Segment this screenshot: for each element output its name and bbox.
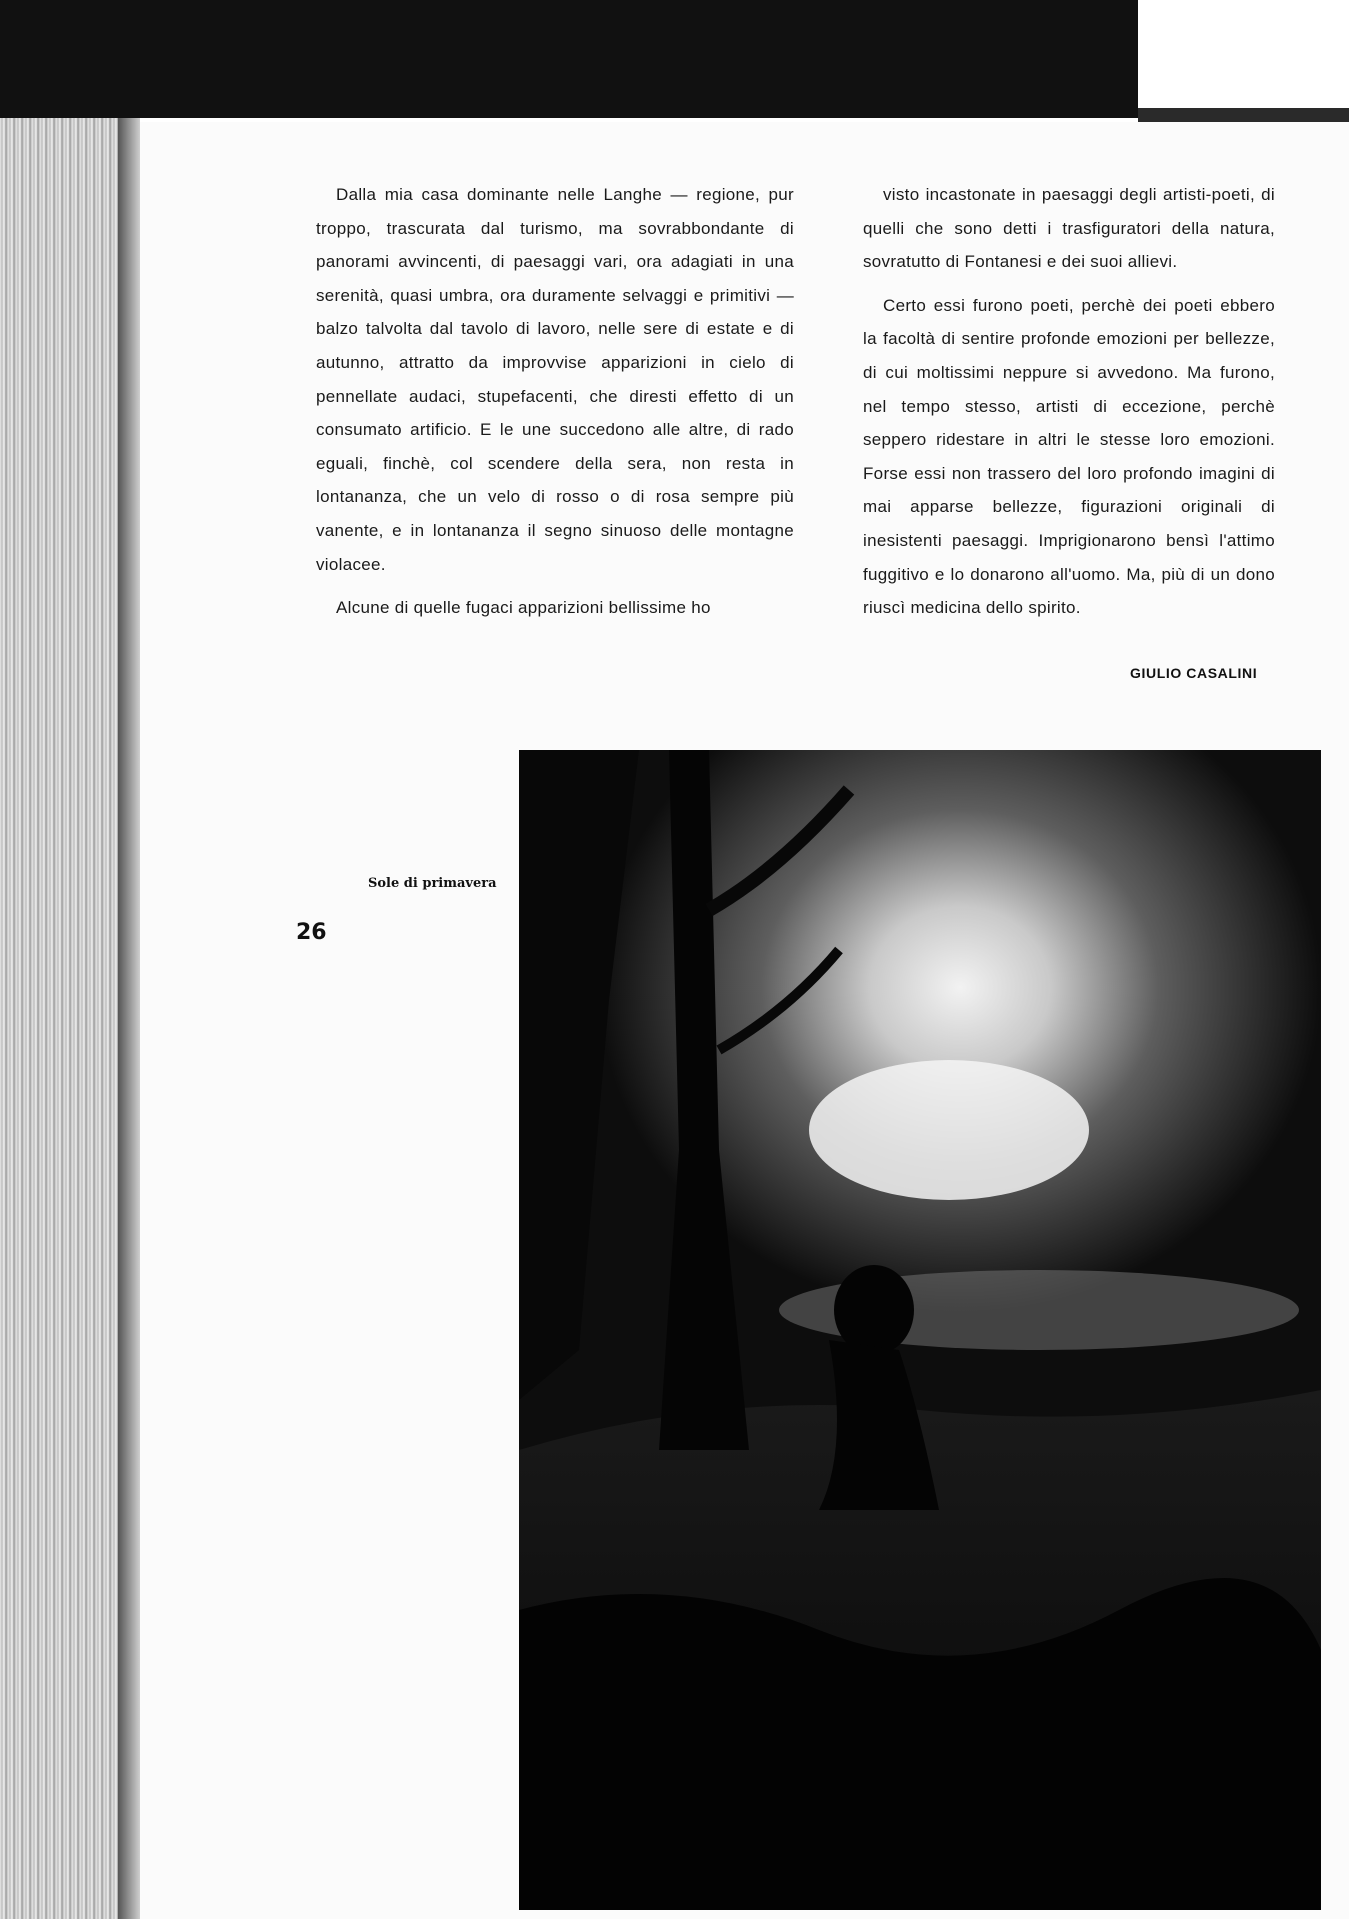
sun-cloud [809,1060,1089,1200]
page-number: 26 [296,920,327,945]
page-gutter-shadow [118,118,140,1919]
photo-illustration [519,750,1321,1910]
photograph-sole-di-primavera [519,750,1321,1910]
author-signature: GIULIO CASALINI [1130,665,1258,681]
left-paragraph-1: Dalla mia casa dominante nelle Langhe — regione, pur troppo, trascurata dal turismo, ma sovrabbondante di panorami avvincenti, di paesaggi vari, ora adagiati in una serenità, quasi umbra, ora duramente selvaggi e primitivi — balzo talvolta dal tavolo di lavoro, nelle sere di estate e di autunno, attratto da improvvise apparizioni in cielo di pennellate audaci, stupefacenti, che diresti effetto di un consumato artificio. E le une succedono alle altre, di rado eguali, finchè, col scendere della sera, non resta in lontananza, che un velo di rosso o di rosa sempre più vanente, e in lontananza il segno sinuoso delle montagne violacee. [316,185,794,574]
right-paragraph-1: visto incastonate in paesaggi degli artisti-poeti, di quelli che sono detti i trasfiguratori della natura, sovratutto di Fontanesi e dei suoi allievi. [863,185,1275,272]
photo-caption: Sole di primavera [368,876,497,891]
article-right-column [863,178,1275,625]
left-paragraph-2: Alcune di quelle fugaci apparizioni bellissime ho [336,598,711,618]
right-paragraph-2: Certo essi furono poeti, perchè dei poeti ebbero la facoltà di sentire profonde emozioni per bellezze, di cui moltissimi neppure si avvedono. Ma furono, nel tempo stesso, artisti di eccezione, perchè seppero ridestare in altri le stesse loro emozioni. Forse essi non trassero del loro profondo imagini di mai apparse bellezze, figurazioni originali di inesistenti paesaggi. Imprigionarono bensì l'attimo fuggitivo e lo donarono all'uomo. Ma, più di un dono riuscì medicina dello spirito. [863,295,1275,618]
figure-silhouette [834,1265,914,1355]
scan-dark-border [0,0,1138,118]
article-left-column [316,178,794,625]
